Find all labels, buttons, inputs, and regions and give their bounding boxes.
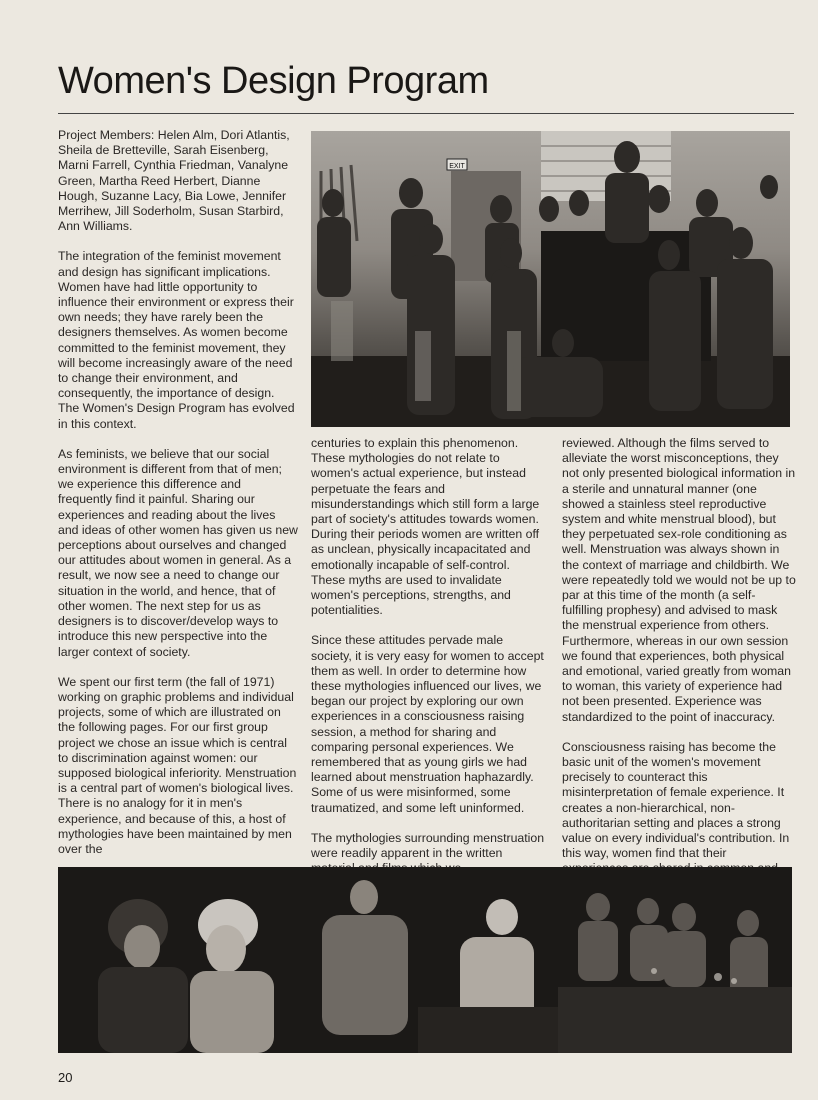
paragraph: We spent our first term (the fall of 1971) working on graphic problems and individual projects, some of which are illustrated on the following pages. For our first group project we chose an issue which is central to discrimination against women: our supposed biological inferiority. Menstruation is a central part of women's biological lives. There is no analogy for it in men's experience, and because of this, a host of mythologies have been maintained by men over the: [58, 674, 297, 856]
paragraph: As feminists, we believe that our social environment is different from that of men; we experience this difference and frequently find it painful. Sharing our experiences and reading about the lives and ideas of other women has given us new perceptions about ourselves and changed our attitudes about women in general. As a result, we now see a need to change our situation in the world, and hence, that of other women. The next step for us as designers is to discover/develop ways to introduce this new perspective into the larger context of society.: [58, 446, 298, 659]
paragraph: The mythologies surrounding menstruation were readily apparent in the written: [311, 830, 545, 861]
exit-sign: EXIT: [449, 163, 465, 170]
consciousness-raising-photo: [58, 867, 792, 1053]
text-column-3: [562, 436, 796, 892]
consciousness-raising-illustration: [58, 867, 792, 1053]
project-members: Project Members: Helen Alm, Dori Atlantis, Sheila de Bretteville, Sarah Eisenberg, Marni Farrell, Cynthia Friedman, Vanalyne Green, Martha Reed Herbert, Dianne Hough, Suzanne Lacy, Bia Lowe, Jennifer Merrihew, Jill Soderholm, Susan Starbird, Ann Williams.: [58, 128, 290, 234]
page-number: 20: [58, 1070, 73, 1085]
text-column-2: [311, 436, 547, 891]
page-title: Women's Design Program: [58, 60, 489, 102]
group-photo: [311, 131, 790, 427]
paragraph: centuries to explain this phenomenon. These mythologies do not relate to women's actual experience, but instead perpetuate the fears and misunderstandings which still form a large part of society's attitudes towards women. During their periods women are written off as unclean, physically incapacitated and emotionally incapable of self-control. These myths are used to invalidate women's perceptions, strengths, and potentialities.: [311, 436, 540, 618]
text-column-1: [58, 128, 298, 872]
paragraph: The integration of the feminist movement and design has significant implications. Women have had little opportunity to influence their environment or express their own needs; they have rarely been the designers themselves. As women become committed to the feminist movement, they will become increasingly aware of the need to change their environment, and consequently, the importance of design. The Women's Design Program has evolved in this context.: [58, 249, 295, 431]
group-photo-illustration: [311, 131, 790, 427]
paragraph: Consciousness raising has become the basic unit of the women's movement precisely to counteract this misinterpretation of female experience. It creates a non-hierarchical, non-authoritarian setting and places a strong value on every individual's contribution. In this way, women find that their: [562, 739, 790, 861]
paragraph: Since these attitudes pervade male society, it is very easy for women to accept them as well. In order to determine how these mythologies influenced our lives, we began our project by exploring our own experiences in a consciousness raising session, a method for sharing and comparing personal experiences. We remembered that as young girls we had learned about menstruation haphazardly. Some of us were misinformed, some traumatized, and some left uninformed.: [311, 633, 544, 815]
title-rule: [58, 113, 794, 114]
paragraph: reviewed. Although the films served to alleviate the worst misconceptions, they not only presented biological information in a sterile and unnatural manner (one showed a stainless steel reproductive system and white menstrual blood), but they perpetuated sex-role conditioning as well. Menstruation was always shown in the context of marriage and childbirth. We were repeatedly told we would not be up to par at this time of the month (a self-fulfilling prophesy) and advised to mask the menstrual experience from others. Furthermore, whereas in our own session we found that experiences, both physical and emotional, varied greatly from woman to woman, this variety of experience had not been presented. Experience was standardized to the point of inaccuracy.: [562, 436, 796, 724]
